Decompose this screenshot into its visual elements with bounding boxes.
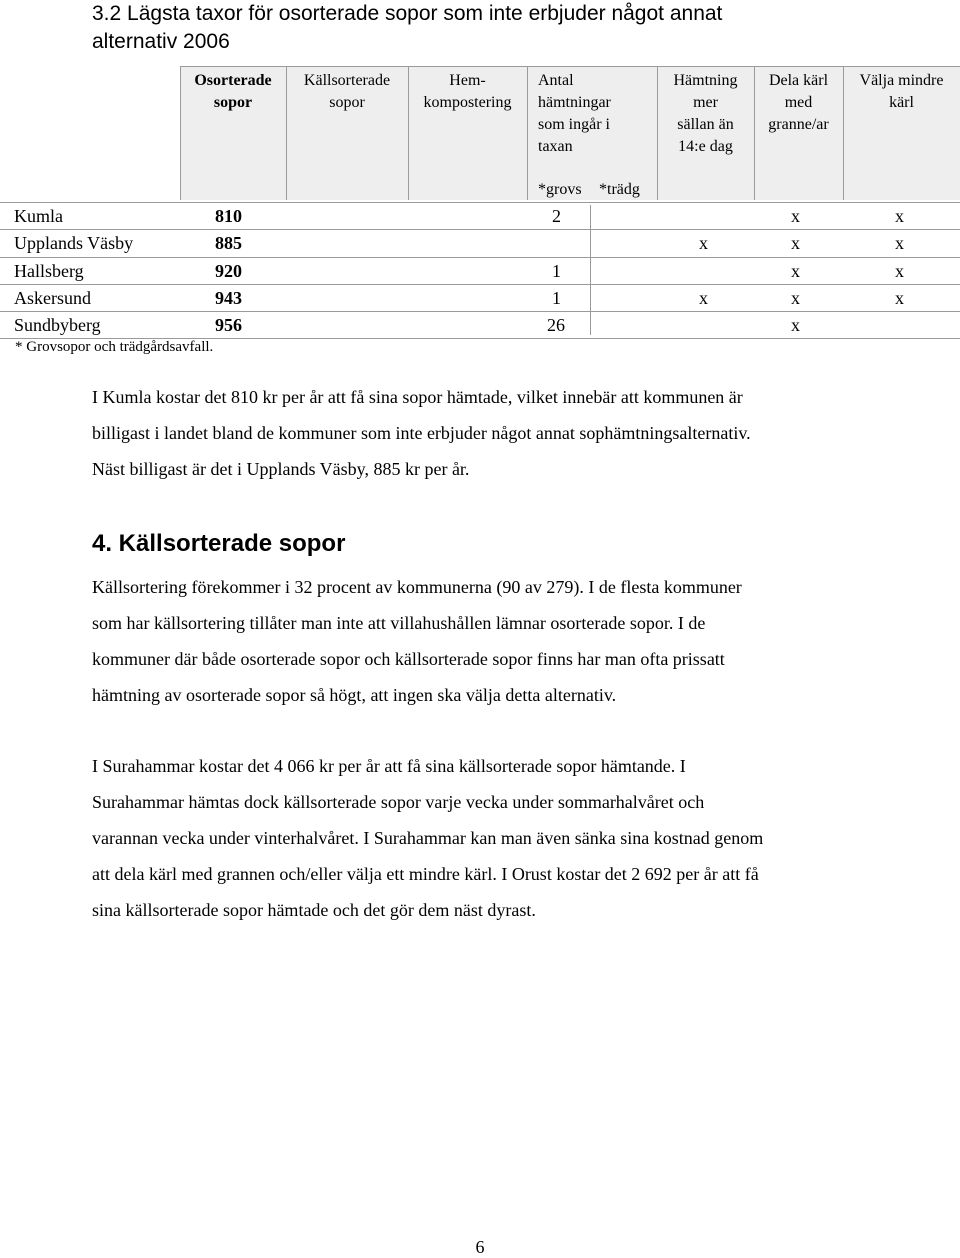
section-4-title: 4. Källsorterade sopor	[92, 530, 346, 557]
row-askersund-hamtning: x	[699, 288, 708, 308]
section-heading-line2: alternativ 2006	[92, 30, 230, 53]
row-hallsberg-mindre: x	[895, 261, 904, 281]
row-kumla-dela: x	[791, 206, 800, 226]
row-upplands-vasby-mindre: x	[895, 233, 904, 253]
fee-table	[0, 0, 960, 370]
row-sundbyberg-grovs: 26	[547, 315, 565, 335]
row-hallsberg-name: Hallsberg	[14, 261, 84, 281]
paragraph-surahammar: I Surahammar kostar det 4 066 kr per år att få sina källsorterade sopor hämtande. I Surahammar hämtas dock källsorterade sopor varje vecka under sommarhalvåret och varannan vecka under vinterhalvåret. I Surahammar kan man även sänka sina kostnad genom att dela kärl med grannen och/eller välja ett mindre kärl. I Orust kostar det 2 692 per år att få sina källsorterade sopor hämtade och det gör dem näst dyrast.	[92, 756, 764, 920]
row-askersund-dela: x	[791, 288, 800, 308]
row-hallsberg-dela: x	[791, 261, 800, 281]
subheader-grovs: *grovs	[538, 181, 582, 198]
row-askersund-mindre: x	[895, 288, 904, 308]
row-sundbyberg-name: Sundbyberg	[14, 315, 101, 335]
row-kumla-name: Kumla	[14, 206, 63, 226]
page-number: 6	[475, 1237, 485, 1257]
col-header-hemkompostering: Hem- kompostering	[423, 72, 512, 111]
col-header-osorterade: Osorterade sopor	[194, 72, 272, 111]
row-upplands-vasby-price: 885	[215, 233, 242, 253]
col-header-valja-mindre-karl: Välja mindre kärl	[859, 72, 944, 111]
row-hallsberg-price: 920	[215, 261, 242, 281]
col-header-hamtning-mer-sallan: Hämtning mer sällan än 14:e dag	[673, 72, 738, 155]
paragraph-kumla: I Kumla kostar det 810 kr per år att få sina sopor hämtade, vilket innebär att kommunen är billigast i landet bland de kommuner som inte erbjuder något annat sophämtningsalternativ. Näst billigast är det i Upplands Väsby, 885 kr per år.	[92, 387, 751, 479]
row-kumla-grovs: 2	[552, 206, 561, 226]
row-upplands-vasby-dela: x	[791, 233, 800, 253]
row-askersund-grovs: 1	[552, 288, 561, 308]
row-upplands-vasby-hamtning: x	[699, 233, 708, 253]
row-upplands-vasby-name: Upplands Väsby	[14, 233, 134, 253]
col-header-kallsorterade: Källsorterade sopor	[303, 72, 391, 111]
row-askersund-price: 943	[215, 288, 242, 308]
row-kumla-price: 810	[215, 206, 242, 226]
col-header-antal-hamtningar: Antal hämtningar som ingår i taxan	[538, 72, 611, 155]
row-sundbyberg-price: 956	[215, 315, 242, 335]
table-footnote: * Grovsopor och trädgårdsavfall.	[15, 339, 214, 355]
row-hallsberg-grovs: 1	[552, 261, 561, 281]
subheader-tradg: *trädg	[599, 181, 640, 198]
section-heading-line1: 3.2 Lägsta taxor för osorterade sopor som inte erbjuder något annat	[92, 2, 723, 25]
row-askersund-name: Askersund	[14, 288, 91, 308]
col-header-dela-karl: Dela kärl med granne/ar	[768, 72, 829, 133]
paragraph-kallsortering: Källsortering förekommer i 32 procent av kommunerna (90 av 279). I de flesta kommuner som har källsortering tillåter man inte att villahushållen lämnar osorterade sopor. I de kommuner där både osorterade sopor och källsorterade sopor finns har man ofta prissatt hämtning av osorterade sopor så högt, att ingen ska välja detta alternativ.	[92, 577, 742, 705]
row-kumla-mindre: x	[895, 206, 904, 226]
row-sundbyberg-dela: x	[791, 315, 800, 335]
